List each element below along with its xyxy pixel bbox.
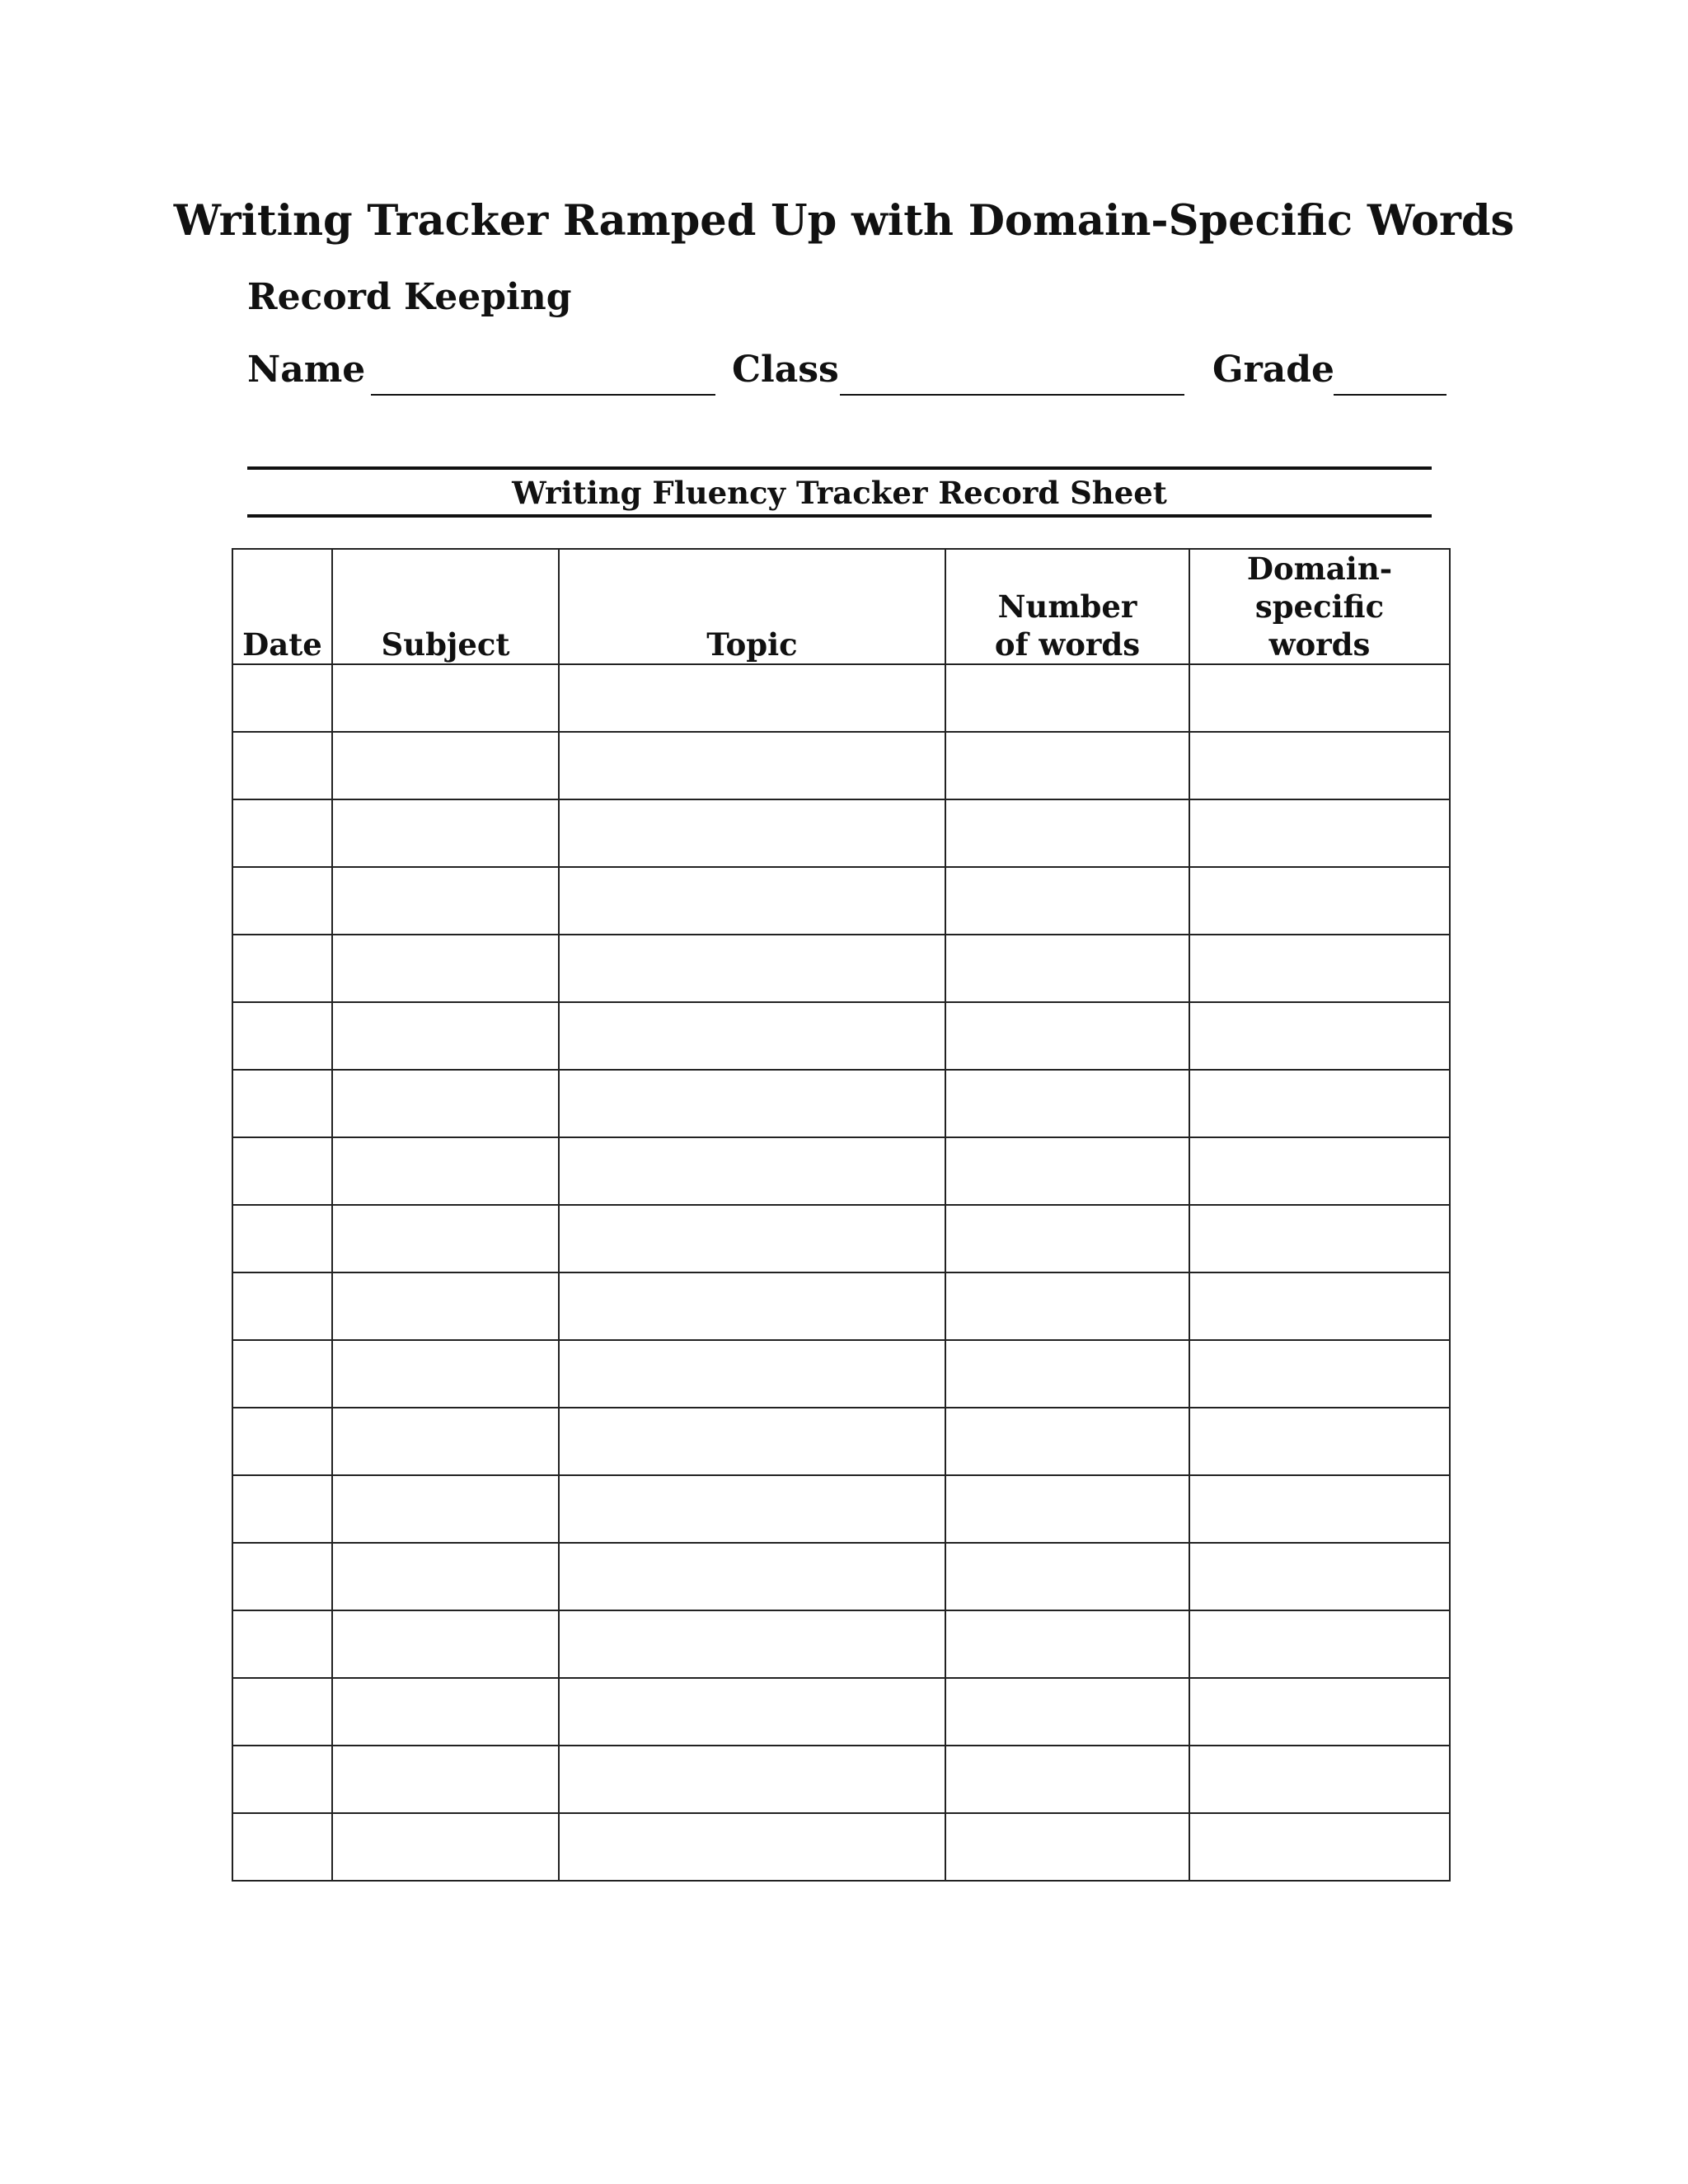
domain-specific-words-cell[interactable]: [1189, 1408, 1450, 1475]
subject-cell[interactable]: [332, 1002, 559, 1070]
number-of-words-cell[interactable]: [945, 1340, 1189, 1408]
table-row: [232, 1813, 1450, 1881]
date-column-header: Date: [232, 549, 332, 664]
domain-specific-words-cell[interactable]: [1189, 1813, 1450, 1881]
topic-cell[interactable]: [559, 1205, 945, 1272]
table-row: [232, 1272, 1450, 1340]
domain-specific-words-cell[interactable]: [1189, 1340, 1450, 1408]
table-row: [232, 1137, 1450, 1205]
topic-column-header: Topic: [559, 549, 945, 664]
subject-cell[interactable]: [332, 1340, 559, 1408]
number-of-words-cell[interactable]: [945, 1205, 1189, 1272]
domain-specific-words-cell[interactable]: [1189, 799, 1450, 867]
topic-cell[interactable]: [559, 1610, 945, 1678]
date-cell[interactable]: [232, 1475, 332, 1543]
date-cell[interactable]: [232, 1070, 332, 1137]
number-of-words-cell[interactable]: [945, 1137, 1189, 1205]
grade-label: Grade: [1212, 349, 1335, 391]
topic-cell[interactable]: [559, 799, 945, 867]
class-label: Class: [732, 349, 839, 391]
subject-cell[interactable]: [332, 1272, 559, 1340]
topic-cell[interactable]: [559, 1002, 945, 1070]
domain-specific-words-cell[interactable]: [1189, 1002, 1450, 1070]
date-cell[interactable]: [232, 799, 332, 867]
date-cell[interactable]: [232, 732, 332, 799]
number-of-words-cell[interactable]: [945, 1813, 1189, 1881]
number-of-words-cell[interactable]: [945, 867, 1189, 935]
subject-cell[interactable]: [332, 799, 559, 867]
domain-specific-words-cell[interactable]: [1189, 732, 1450, 799]
subject-cell[interactable]: [332, 1813, 559, 1881]
tracker-table-body: [232, 664, 1450, 1881]
date-cell[interactable]: [232, 1678, 332, 1746]
date-cell[interactable]: [232, 1408, 332, 1475]
date-cell[interactable]: [232, 1610, 332, 1678]
domain-specific-words-cell[interactable]: [1189, 867, 1450, 935]
date-cell[interactable]: [232, 935, 332, 1002]
date-cell[interactable]: [232, 1205, 332, 1272]
date-cell[interactable]: [232, 867, 332, 935]
subject-cell[interactable]: [332, 1610, 559, 1678]
topic-cell[interactable]: [559, 1272, 945, 1340]
date-cell[interactable]: [232, 664, 332, 732]
topic-cell[interactable]: [559, 1746, 945, 1813]
table-row: [232, 1002, 1450, 1070]
number-of-words-cell[interactable]: [945, 1610, 1189, 1678]
number-of-words-header-text: Number of words: [994, 588, 1141, 663]
name-field-line[interactable]: [371, 394, 715, 396]
domain-specific-words-cell[interactable]: [1189, 1272, 1450, 1340]
date-cell[interactable]: [232, 1272, 332, 1340]
table-row: [232, 1610, 1450, 1678]
topic-cell[interactable]: [559, 935, 945, 1002]
name-label: Name: [247, 349, 366, 391]
subject-cell[interactable]: [332, 664, 559, 732]
subject-cell[interactable]: [332, 1408, 559, 1475]
bottom-rule: [247, 514, 1432, 518]
topic-cell[interactable]: [559, 1678, 945, 1746]
table-row: [232, 1408, 1450, 1475]
topic-cell[interactable]: [559, 1408, 945, 1475]
subject-cell[interactable]: [332, 1543, 559, 1610]
domain-specific-words-cell[interactable]: [1189, 1205, 1450, 1272]
tracker-table: [232, 548, 1451, 1882]
date-cell[interactable]: [232, 1002, 332, 1070]
subject-cell[interactable]: [332, 867, 559, 935]
top-rule: [247, 466, 1432, 470]
number-of-words-cell[interactable]: [945, 935, 1189, 1002]
table-row: [232, 935, 1450, 1002]
table-row: [232, 1205, 1450, 1272]
subject-cell[interactable]: [332, 1070, 559, 1137]
table-row: [232, 1475, 1450, 1543]
number-of-words-cell[interactable]: [945, 1475, 1189, 1543]
table-row: [232, 1340, 1450, 1408]
date-cell[interactable]: [232, 1543, 332, 1610]
subject-cell[interactable]: [332, 1475, 559, 1543]
section-subtitle: Record Keeping: [247, 276, 572, 318]
date-cell[interactable]: [232, 1137, 332, 1205]
date-cell[interactable]: [232, 1340, 332, 1408]
topic-cell[interactable]: [559, 1475, 945, 1543]
table-row: [232, 867, 1450, 935]
number-of-words-cell[interactable]: [945, 1408, 1189, 1475]
number-of-words-cell[interactable]: [945, 1070, 1189, 1137]
sheet-title: Writing Fluency Tracker Record Sheet: [512, 475, 1167, 511]
domain-specific-words-header-text: Domain-specific words: [1246, 551, 1393, 663]
number-of-words-cell[interactable]: [945, 1002, 1189, 1070]
topic-cell[interactable]: [559, 1070, 945, 1137]
number-of-words-cell[interactable]: [945, 1543, 1189, 1610]
domain-specific-words-cell[interactable]: [1189, 935, 1450, 1002]
class-field-line[interactable]: [840, 394, 1184, 396]
table-row: [232, 799, 1450, 867]
table-row: [232, 732, 1450, 799]
topic-cell[interactable]: [559, 664, 945, 732]
subject-cell[interactable]: [332, 1746, 559, 1813]
number-of-words-cell[interactable]: [945, 799, 1189, 867]
domain-specific-words-cell[interactable]: [1189, 1543, 1450, 1610]
topic-cell[interactable]: [559, 1340, 945, 1408]
table-header-row: [232, 549, 1450, 664]
topic-cell[interactable]: [559, 867, 945, 935]
table-row: [232, 1746, 1450, 1813]
subject-cell[interactable]: [332, 935, 559, 1002]
subject-cell[interactable]: [332, 1678, 559, 1746]
table-row: [232, 1070, 1450, 1137]
domain-specific-words-cell[interactable]: [1189, 1610, 1450, 1678]
table-row: [232, 664, 1450, 732]
number-of-words-cell[interactable]: [945, 1272, 1189, 1340]
subject-cell[interactable]: [332, 732, 559, 799]
number-of-words-cell[interactable]: [945, 664, 1189, 732]
topic-cell[interactable]: [559, 1137, 945, 1205]
subject-cell[interactable]: [332, 1137, 559, 1205]
table-row: [232, 1543, 1450, 1610]
domain-specific-words-cell[interactable]: [1189, 664, 1450, 732]
domain-specific-words-cell[interactable]: [1189, 1137, 1450, 1205]
number-of-words-column-header: [945, 549, 1189, 664]
topic-cell[interactable]: [559, 1543, 945, 1610]
number-of-words-cell[interactable]: [945, 1678, 1189, 1746]
date-cell[interactable]: [232, 1746, 332, 1813]
domain-specific-words-cell[interactable]: [1189, 1070, 1450, 1137]
number-of-words-cell[interactable]: [945, 732, 1189, 799]
table-row: [232, 1678, 1450, 1746]
topic-cell[interactable]: [559, 732, 945, 799]
subject-cell[interactable]: [332, 1205, 559, 1272]
page-title: Writing Tracker Ramped Up with Domain-Specific Words: [173, 196, 1515, 246]
topic-cell[interactable]: [559, 1813, 945, 1881]
subject-column-header: Subject: [332, 549, 559, 664]
grade-field-line[interactable]: [1334, 394, 1447, 396]
domain-specific-words-cell[interactable]: [1189, 1746, 1450, 1813]
date-cell[interactable]: [232, 1813, 332, 1881]
domain-specific-words-cell[interactable]: [1189, 1678, 1450, 1746]
domain-specific-words-column-header: [1189, 549, 1450, 664]
domain-specific-words-cell[interactable]: [1189, 1475, 1450, 1543]
number-of-words-cell[interactable]: [945, 1746, 1189, 1813]
